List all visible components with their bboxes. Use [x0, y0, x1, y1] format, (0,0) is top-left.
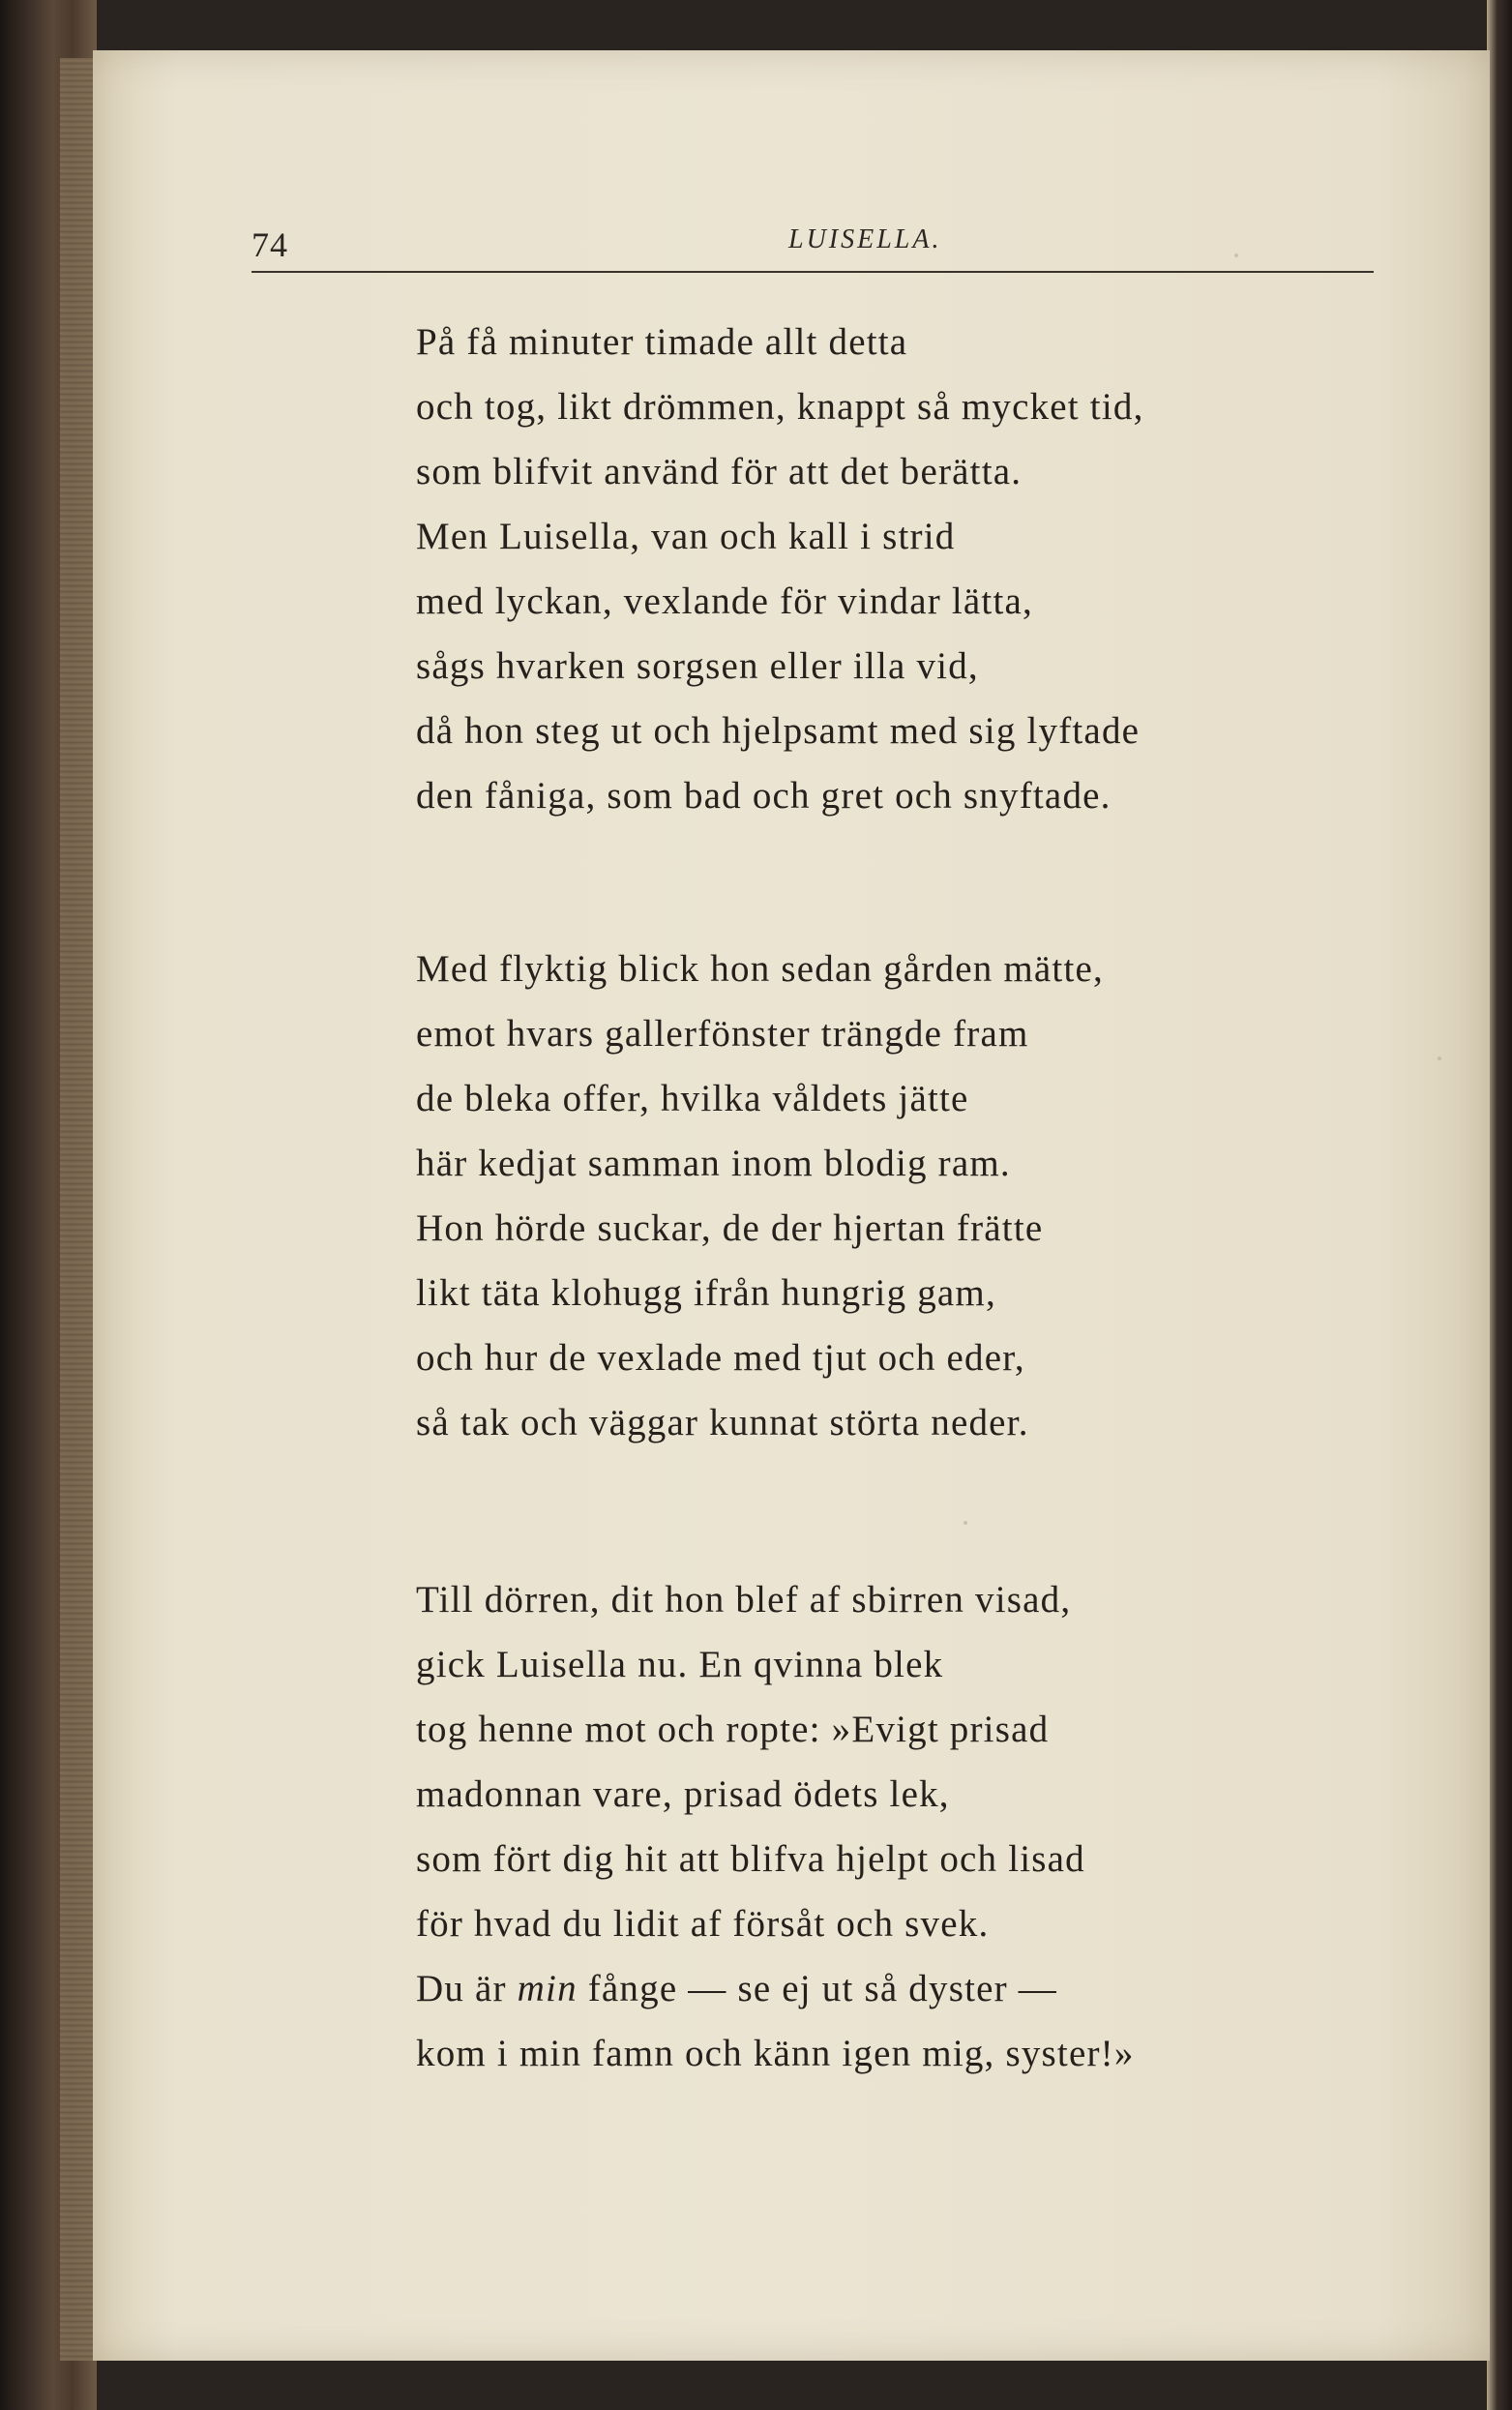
- paper-speck: [1438, 1056, 1441, 1060]
- page-stack-edge: [60, 58, 93, 2361]
- page-number: 74: [252, 225, 288, 264]
- verse-text: fånge — se ej ut så dyster —: [577, 1968, 1057, 2009]
- verse-text: Du är: [416, 1968, 518, 2009]
- verse-line: och hur de vexlade med tjut och eder,: [416, 1337, 1025, 1379]
- paper-speck: [964, 1521, 967, 1525]
- verse-line: tog henne mot och ropte: »Evigt prisad: [416, 1709, 1050, 1750]
- verse-line: kom i min famn och känn igen mig, syster!»: [416, 2033, 1135, 2074]
- verse-line: och tog, likt drömmen, knappt så mycket tid,: [416, 386, 1144, 428]
- verse-line: Hon hörde suckar, de der hjertan frätte: [416, 1207, 1044, 1249]
- header-rule: [252, 271, 1374, 273]
- emphasized-word: min: [517, 1968, 578, 2009]
- stanza-3: [416, 1567, 1383, 2086]
- verse-line: sågs hvarken sorgsen eller illa vid,: [416, 645, 979, 687]
- verse-line: för hvad du lidit af försåt och svek.: [416, 1903, 990, 1945]
- stanza-2: [416, 937, 1383, 1455]
- running-title: LUISELLA.: [788, 224, 942, 254]
- book-right-edge: [1487, 0, 1512, 2410]
- verse-line: de bleka offer, hvilka våldets jätte: [416, 1078, 969, 1119]
- verse-line: [416, 1956, 1383, 2021]
- verse-line: På få minuter timade allt detta: [416, 321, 908, 363]
- stanza-1: [416, 310, 1383, 828]
- verse-line: Men Luisella, van och kall i strid: [416, 516, 956, 557]
- verse-line: Med flyktig blick hon sedan gården mätte,: [416, 948, 1104, 990]
- verse-line: gick Luisella nu. En qvinna blek: [416, 1644, 944, 1685]
- verse-line: den fåniga, som bad och gret och snyftade.: [416, 775, 1112, 817]
- verse-line: likt täta klohugg ifrån hungrig gam,: [416, 1272, 996, 1314]
- verse-line: med lyckan, vexlande för vindar lätta,: [416, 580, 1033, 622]
- verse-line: som fört dig hit att blifva hjelpt och lisad: [416, 1838, 1085, 1880]
- verse-line: som blifvit använd för att det berätta.: [416, 451, 1023, 492]
- verse-line: då hon steg ut och hjelpsamt med sig lyftade: [416, 710, 1141, 752]
- verse-line: emot hvars gallerfönster trängde fram: [416, 1013, 1029, 1055]
- verse-line: så tak och väggar kunnat störta neder.: [416, 1402, 1029, 1443]
- verse-line: madonnan vare, prisad ödets lek,: [416, 1773, 950, 1815]
- verse-line: här kedjat samman inom blodig ram.: [416, 1143, 1011, 1184]
- page-header: [252, 174, 1374, 271]
- verse-line: Till dörren, dit hon blef af sbirren visad,: [416, 1579, 1072, 1621]
